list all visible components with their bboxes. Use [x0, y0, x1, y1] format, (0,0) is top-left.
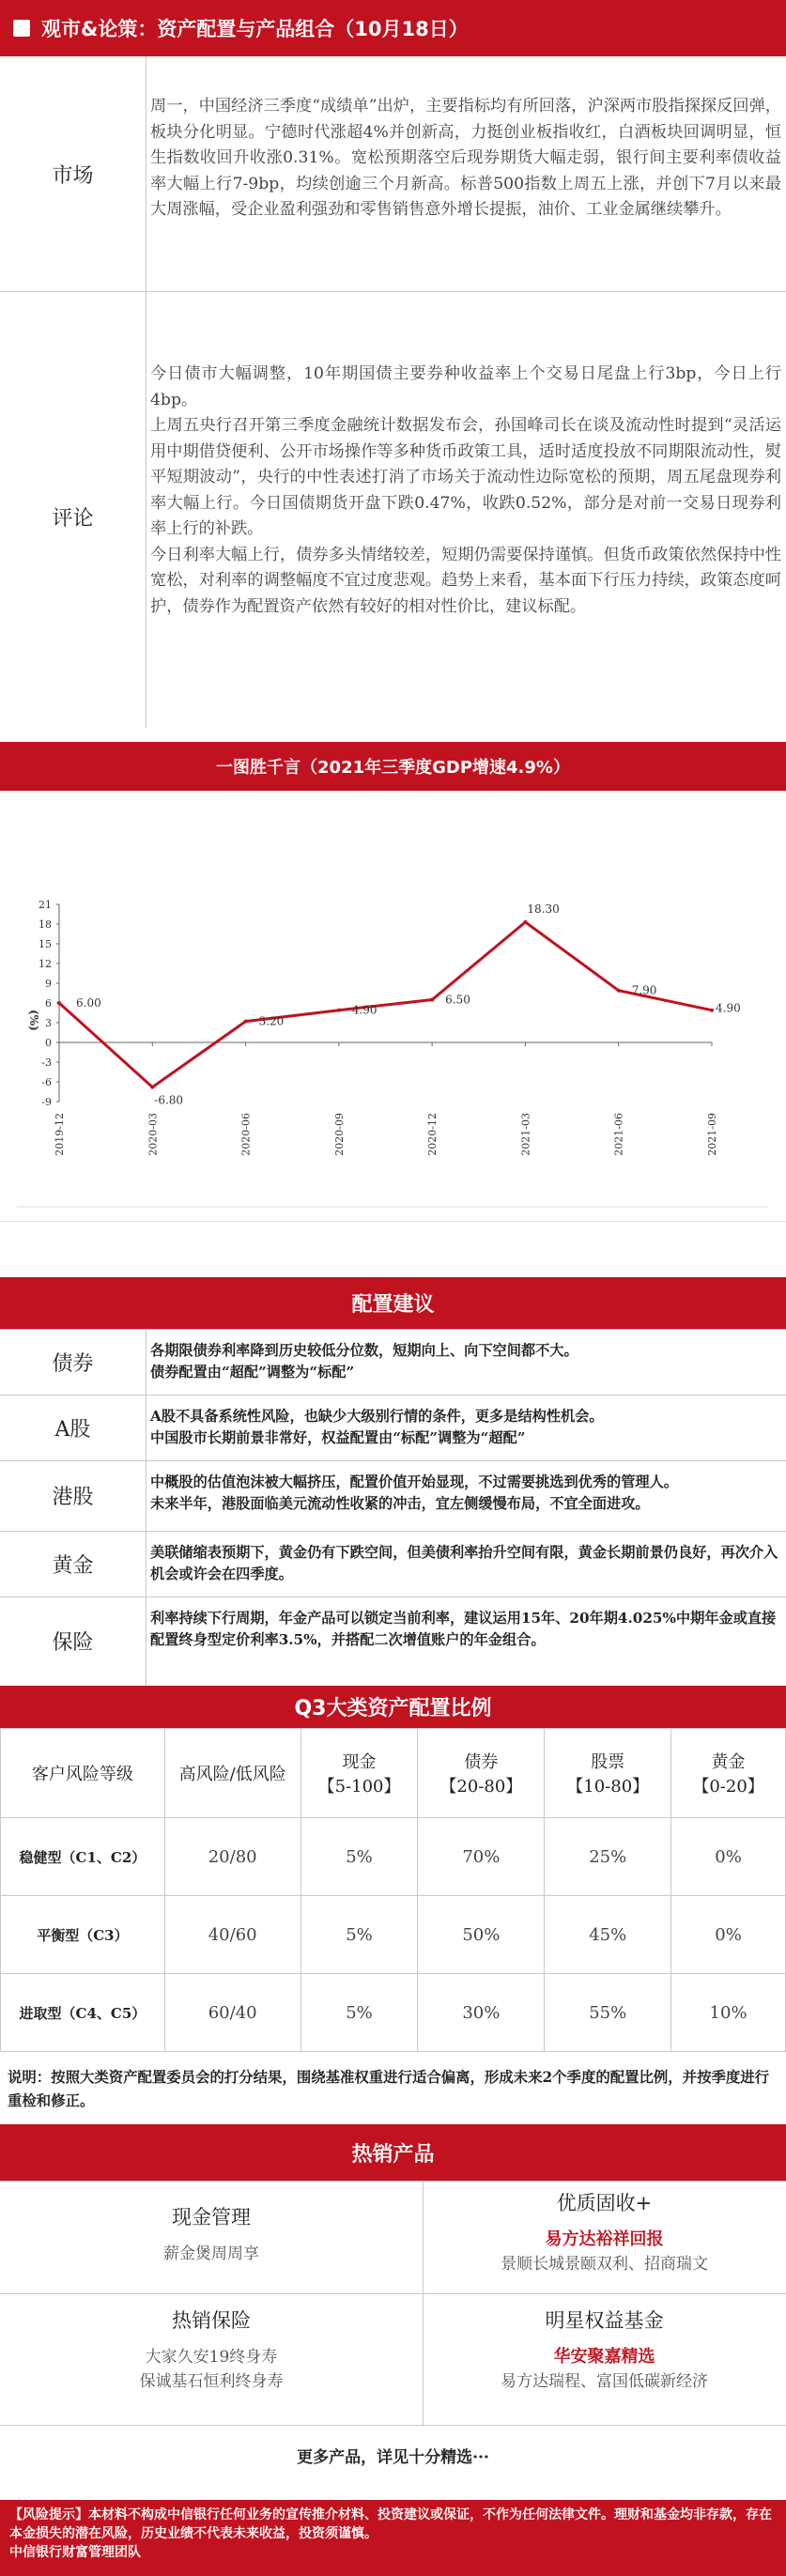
advice-label: 债券 — [52, 1351, 94, 1376]
y-tick-label: -6 — [41, 1076, 52, 1088]
divider — [0, 2181, 786, 2182]
hot-cash-title: 现金管理 — [172, 2206, 251, 2229]
table-cell: 45% — [545, 1896, 671, 1974]
x-tick-label: 2019-12 — [54, 1113, 66, 1156]
comment-paragraph-2: 上周五央行召开第三季度金融统计数据发布会，孙国峰司长在谈及流动性时提到“灵活运用中期借贷便利、公开市场操作等多种货币政策工具，适时适度投放不同期限流动性，熨平短期波动”，央行的中性表述打消了市场关于流动性边际宽松的预期，周五尾盘现券利率大幅上行。今日国债期货开盘下跌0.47%，收跌0.52%，部分是对前一交易日现券利率上行的补跌。 — [150, 416, 781, 538]
data-label: 4.90 — [716, 1001, 741, 1015]
risk-footer — [0, 2500, 786, 2576]
advice-label: A股 — [54, 1417, 91, 1442]
y-tick-label: 0 — [45, 1037, 52, 1049]
advice-label: 保险 — [52, 1631, 94, 1655]
data-label: 18.30 — [527, 902, 560, 916]
advice-line: 未来半年，港股面临美元流动性收紧的冲击，宜左侧缓慢布局，不宜全面进攻。 — [150, 1495, 650, 1512]
comment-text — [150, 362, 781, 620]
table-cell: 70% — [418, 1818, 545, 1896]
hot-cash[interactable] — [0, 2202, 423, 2266]
market-text: 周一，中国经济三季度“成绩单”出炉，主要指标均有所回落，沪深两市股指探探反回弹，板块分化明显。宁德时代涨超4%并创新高，力挺创业板指收红，白酒板块回调明显，恒生指数收回升收涨0.31%。宽松预期落空后现券期货大幅走弱，银行间主要利率债收益率大幅上行7-9bp，均续创逾三个月新高。标普500指数上周五上涨，并创下7月以来最大周涨幅，受企业盈利强劲和零售销售意外增长提振，油价、工业金属继续攀升。 — [150, 97, 781, 219]
hot-fixed-title: 优质固收+ — [556, 2192, 653, 2214]
hot-cash-product[interactable]: 薪金煲周周享 — [163, 2244, 259, 2263]
table-cell: 5% — [301, 1896, 418, 1974]
table-cell: 进取型（C4、C5） — [1, 1974, 165, 2052]
bookmark-icon — [13, 20, 30, 37]
divider — [0, 291, 786, 292]
data-label: 6.00 — [76, 996, 101, 1010]
y-tick-label: 3 — [45, 1017, 52, 1029]
table-cell: 稳健型（C1、C2） — [1, 1818, 165, 1896]
table-header-cell: 现金 【5-100】 — [301, 1729, 418, 1818]
table-row — [1, 1818, 786, 1896]
hot-insurance[interactable] — [0, 2306, 423, 2394]
data-label: 3.20 — [258, 1014, 285, 1028]
comment-label: 评论 — [52, 506, 94, 531]
comment-paragraph-1: 今日债市大幅调整，10年期国债主要券种收益率上个交易日尾盘上行3bp，今日上行4bp。 — [150, 364, 781, 409]
y-tick-label: 12 — [39, 958, 52, 970]
table-cell: 平衡型（C3） — [1, 1896, 165, 1974]
gdp-line-chart — [17, 887, 768, 1214]
advice-line: 美联储缩表预期下，黄金仍有下跌空间，但美债利率抬升空间有限，黄金长期前景仍良好，再次介入机会或许会在四季度。 — [150, 1544, 778, 1582]
advice-line: 中概股的估值泡沫被大幅挤压，配置价值开始显现，不过需要挑选到优秀的管理人。 — [150, 1473, 678, 1490]
advice-line: 债券配置由“超配”调整为“标配” — [150, 1364, 355, 1381]
divider — [0, 2425, 786, 2426]
hot-section-title: 热销产品 — [0, 2124, 786, 2181]
divider — [0, 2293, 786, 2294]
hot-insurance-product-2[interactable]: 保诚基石恒利终身寿 — [139, 2372, 284, 2391]
hot-equity[interactable] — [423, 2306, 786, 2394]
table-cell: 60/40 — [164, 1974, 301, 2052]
allocation-note: 说明：按照大类资产配置委员会的打分结果，围绕基准权重进行适合偏离，形成未来2个季度的配置比例，并按季度进行重检和修正。 — [8, 2069, 770, 2109]
advice-label: 港股 — [52, 1486, 94, 1509]
advice-text — [150, 1608, 781, 1651]
hot-equity-title: 明星权益基金 — [545, 2309, 664, 2332]
hot-fixed[interactable] — [423, 2188, 786, 2276]
x-tick-label: 2020-09 — [332, 1113, 346, 1156]
y-tick-label: 21 — [39, 899, 52, 911]
y-tick-label: -3 — [41, 1057, 52, 1069]
allocation-section-title: Q3大类资产配置比例 — [0, 1686, 786, 1728]
advice-line: A股不具备系统性风险，也缺少大级别行情的条件，更多是结构性机会。 — [150, 1408, 604, 1425]
table-cell: 40/60 — [164, 1896, 301, 1974]
hot-insurance-title: 热销保险 — [172, 2309, 251, 2332]
data-label: 7.90 — [631, 983, 657, 997]
advice-label: 黄金 — [52, 1553, 94, 1578]
data-point — [57, 1001, 61, 1005]
team-name: 中信银行财富管理团队 — [9, 2545, 141, 2560]
table-header-cell: 债券 【20-80】 — [418, 1729, 545, 1818]
table-cell: 55% — [545, 1974, 671, 2052]
data-point — [523, 920, 527, 924]
hot-insurance-product-1[interactable]: 大家久安19终身寿 — [145, 2348, 278, 2367]
advice-section-title: 配置建议 — [0, 1277, 786, 1329]
data-point — [710, 1009, 714, 1012]
comment-paragraph-3: 今日利率大幅上行，债券多头情绪较差，短期仍需要保持谨慎。但货币政策依然保持中性宽松，对利率的调整幅度不宜过度悲观。趋势上来看，基本面下行压力持续，政策态度呵护，债券作为配置资产依然有较好的相对性价比，建议标配。 — [150, 545, 781, 616]
table-cell: 50% — [418, 1896, 545, 1974]
data-label: 6.50 — [445, 993, 470, 1007]
allocation-table — [0, 1728, 786, 2052]
advice-text — [150, 1340, 781, 1383]
y-tick-label: 9 — [45, 978, 52, 990]
hot-fixed-highlight[interactable]: 易方达裕祥回报 — [545, 2229, 664, 2249]
table-cell: 25% — [545, 1818, 671, 1896]
table-row — [1, 1896, 786, 1974]
table-header-cell: 黄金 【0-20】 — [671, 1729, 786, 1818]
table-cell: 5% — [301, 1818, 418, 1896]
market-label: 市场 — [52, 163, 94, 188]
divider — [0, 1221, 786, 1222]
table-row — [1, 1974, 786, 2052]
table-cell: 10% — [671, 1974, 786, 2052]
advice-text — [150, 1542, 781, 1585]
y-tick-label: 6 — [45, 997, 52, 1010]
data-point — [150, 1086, 154, 1089]
y-tick-label: 15 — [39, 938, 52, 950]
table-header-cell: 股票 【10-80】 — [545, 1729, 671, 1818]
data-label: 4.90 — [351, 1003, 378, 1017]
more-products-link[interactable]: 更多产品，详见十分精选··· — [297, 2448, 489, 2467]
hot-equity-product[interactable]: 易方达瑞程、富国低碳新经济 — [501, 2372, 708, 2391]
x-tick-label: 2020-06 — [239, 1113, 253, 1156]
table-cell: 20/80 — [164, 1818, 301, 1896]
x-tick-label: 2020-03 — [146, 1113, 160, 1156]
risk-disclaimer: 【风险提示】本材料不构成中信银行任何业务的宣传推介材料、投资建议或保证，不作为任何法律文件。理财和基金均非存款，存在本金损失的潜在风险，历史业绩不代表未来收益，投资须谨慎。 — [9, 2507, 772, 2541]
data-label: -6.80 — [154, 1093, 184, 1107]
table-header-row — [1, 1729, 786, 1818]
chart-section-title: 一图胜千言（2021年三季度GDP增速4.9%） — [0, 742, 786, 791]
page-header — [0, 0, 786, 56]
y-tick-label: 18 — [39, 918, 52, 931]
advice-text — [150, 1472, 781, 1515]
hot-fixed-product[interactable]: 景顺长城景颐双利、招商瑞文 — [501, 2255, 708, 2274]
table-cell: 0% — [671, 1896, 786, 1974]
gdp-chart — [17, 887, 768, 1214]
data-point — [617, 989, 621, 993]
table-cell: 5% — [301, 1974, 418, 2052]
y-axis-label: (%) — [27, 1010, 40, 1031]
data-point — [337, 1009, 341, 1012]
x-tick-label: 2020-12 — [426, 1113, 439, 1156]
x-tick-label: 2021-03 — [519, 1113, 532, 1156]
advice-line: 中国股市长期前景非常好，权益配置由“标配”调整为“超配” — [150, 1429, 526, 1446]
data-point — [244, 1020, 248, 1024]
advice-text — [150, 1406, 781, 1449]
table-header-cell: 高风险/低风险 — [164, 1729, 301, 1818]
hot-equity-highlight[interactable]: 华安聚嘉精选 — [553, 2347, 655, 2367]
series-line — [59, 922, 712, 1087]
table-cell: 30% — [418, 1974, 545, 2052]
x-tick-label: 2021-09 — [706, 1113, 718, 1156]
advice-line: 利率持续下行周期，年金产品可以锁定当前利率，建议运用15年、20年期4.025%中期年金或直接配置终身型定价利率3.5%，并搭配二次增值账户的年金组合。 — [150, 1610, 777, 1648]
data-point — [430, 998, 434, 1002]
y-tick-label: -9 — [41, 1096, 52, 1108]
page-title: 观市&论策：资产配置与产品组合（10月18日） — [41, 18, 469, 40]
table-cell: 0% — [671, 1818, 786, 1896]
x-tick-label: 2021-06 — [612, 1113, 625, 1156]
advice-line: 各期限债券利率降到历史较低分位数，短期向上、向下空间都不大。 — [150, 1342, 578, 1359]
table-header-cell: 客户风险等级 — [1, 1729, 165, 1818]
